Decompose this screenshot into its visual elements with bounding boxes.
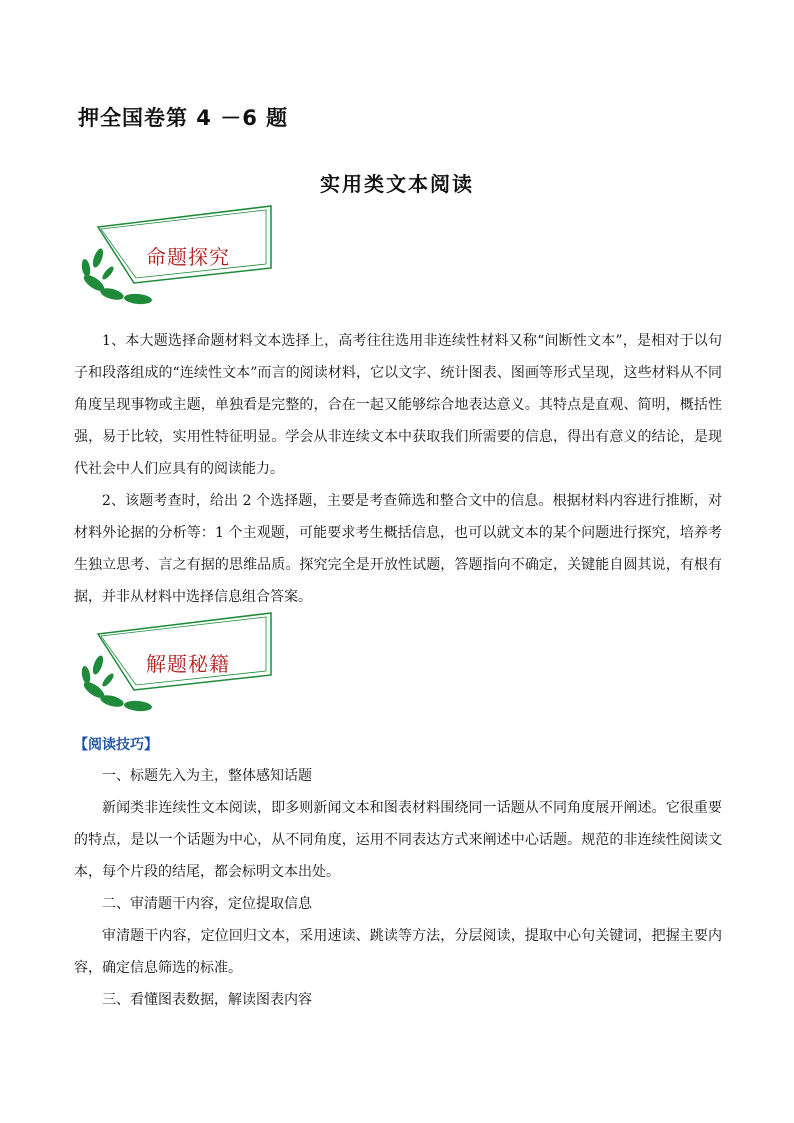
paragraph: 1、本大题选择命题材料文本选择上，高考往往选用非连续性材料又称“间断性文本”，是相对于以句子和段落组成的“连续性文本”而言的阅读材料，它以文字、统计图表、图画等形式呈现，这些材料从不同角度呈现事物或主题，单独看是完整的，合在一起又能够综合地表达意义。其特点是直观、简明，概括性强，易于比较，实用性特征明显。学会从非连续文本中获取我们所需要的信息，得出有意义的结论，是现代社会中人们应具有的阅读能力。 xyxy=(74,333,722,477)
heading-two: 二、审清题干内容，定位提取信息 xyxy=(102,896,312,912)
paragraph: 审清题干内容，定位回归文本，采用速读、跳读等方法，分层阅读，提取中心句关键词，把握主要内容，确定信息筛选的标准。 xyxy=(74,928,722,976)
banner-jieti xyxy=(68,610,283,725)
banner-title: 命题探究 xyxy=(146,245,230,269)
page-subtitle: 实用类文本阅读 xyxy=(320,172,474,196)
heading-three: 三、看懂图表数据，解读图表内容 xyxy=(102,992,312,1008)
paragraph: 新闻类非连续性文本阅读，即多则新闻文本和图表材料围绕同一话题从不同角度展开阐述。它很重要的特点，是以一个话题为中心，从不同角度，运用不同表达方式来阐述中心话题。规范的非连续性阅读文本，每个片段的结尾，都会标明文本出处。 xyxy=(74,800,722,880)
heading-one: 一、标题先入为主，整体感知话题 xyxy=(102,768,312,784)
page-title: 押全国卷第 4 －6 题 xyxy=(78,106,289,130)
banner-title: 解题秘籍 xyxy=(146,652,230,676)
banner-mingti xyxy=(68,203,283,318)
section-label: 【阅读技巧】 xyxy=(74,737,158,753)
paragraph: 2、该题考查时，给出 2 个选择题，主要是考查筛选和整合文中的信息。根据材料内容进行推断，对材料外论据的分析等：1 个主观题，可能要求考生概括信息，也可以就文本的某个问题进行探究，培养考生独立思考、言之有据的思维品质。探究完全是开放性试题，答题指向不确定，关键能自圆其说，有根有据，并非从材料中选择信息组合答案。 xyxy=(74,493,722,605)
